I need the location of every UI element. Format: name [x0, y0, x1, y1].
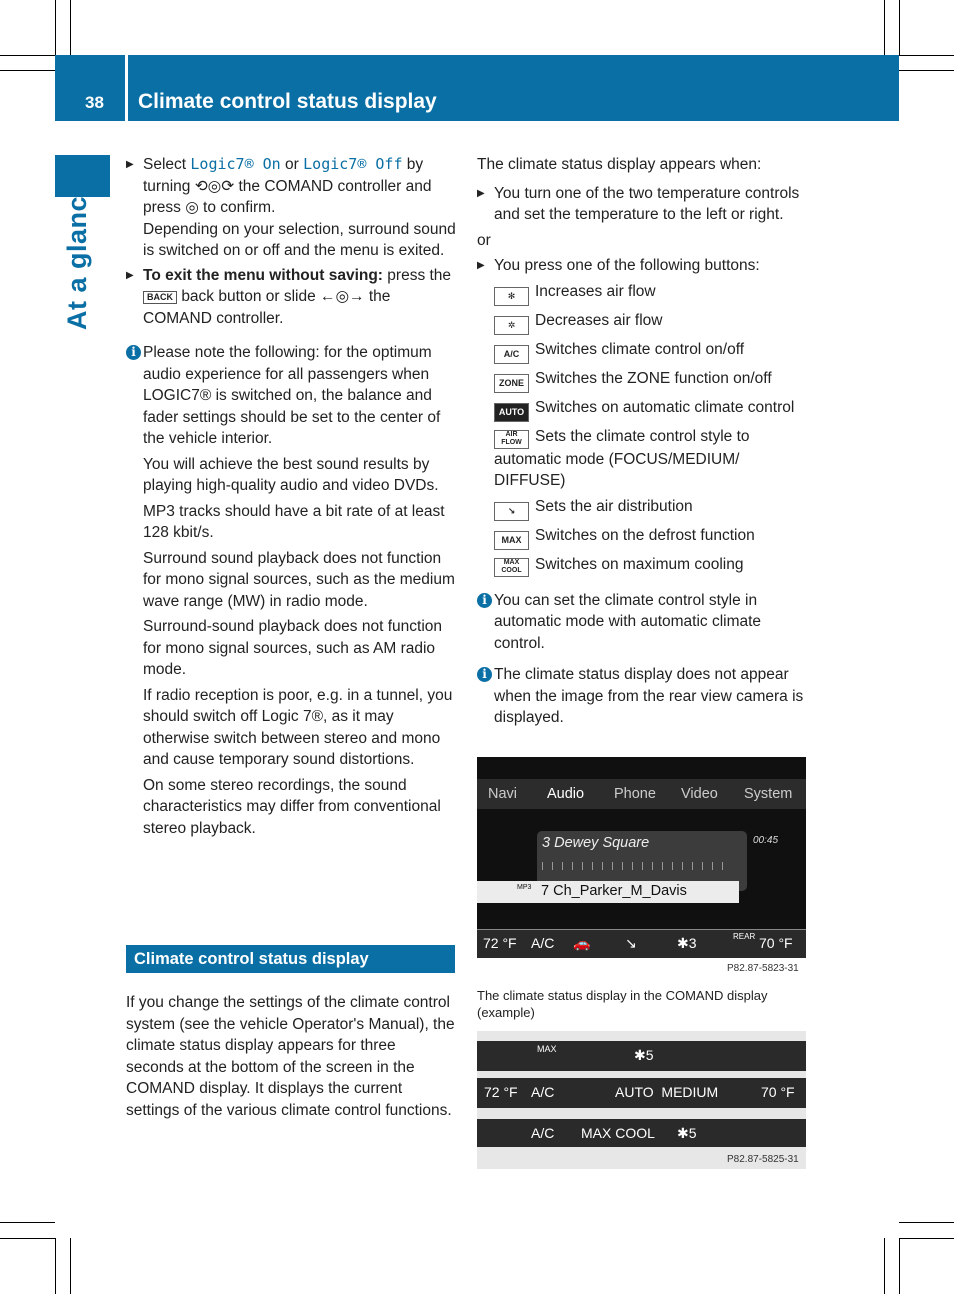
ac-icon: A/C — [494, 345, 529, 364]
menu-bar — [477, 779, 806, 809]
right-temperature: 70 °F — [761, 1084, 795, 1100]
ac-status: A/C — [531, 935, 555, 951]
button-description: Sets the air distribution — [535, 497, 693, 515]
info-icon: i — [126, 345, 141, 360]
button-description: Decreases air flow — [535, 311, 663, 329]
ac-status: A/C — [531, 1084, 555, 1100]
zone-icon: ZONE — [494, 374, 529, 393]
button-description: Switches on automatic climate control — [535, 398, 795, 416]
figure-caption: The climate status display in the COMAND display (example) — [477, 988, 768, 1020]
fan-level: ✱5 — [634, 1047, 654, 1063]
button-description: Switches on maximum cooling — [535, 555, 744, 573]
step-select — [126, 154, 456, 219]
crop-mark — [55, 0, 56, 55]
button-description: Switches climate control on/off — [535, 340, 745, 358]
step-text: or — [285, 156, 299, 173]
climate-example-row — [477, 1041, 806, 1071]
info-note — [477, 664, 809, 729]
button-description: Increases air flow — [535, 282, 656, 300]
climate-status-bar — [477, 929, 806, 958]
step-text: back button or slide ←◎→ the COMAND controller. — [143, 288, 391, 327]
figure-code: P82.87-5825-31 — [727, 1154, 799, 1165]
back-key-icon: BACK — [143, 291, 177, 304]
crop-mark — [899, 55, 954, 56]
left-column — [126, 154, 456, 839]
page-number: 38 — [85, 93, 104, 112]
exit-label: To exit the menu without saving: — [143, 266, 383, 284]
max-cool-icon: MAX COOL — [494, 558, 529, 577]
tab-navi: Navi — [488, 786, 518, 802]
tab-phone: Phone — [614, 786, 656, 802]
left-temperature: 72 °F — [484, 1084, 518, 1100]
side-tab-label: At a glance — [62, 180, 92, 330]
note-paragraph: MP3 tracks should have a bit rate of at least 128 kbit/s. — [143, 502, 445, 541]
step-result: Depending on your selection, surround sound is switched on or off and the menu is exited. — [143, 220, 456, 259]
track-row — [477, 881, 739, 903]
button-row — [494, 496, 809, 521]
info-icon: i — [477, 667, 492, 682]
body-paragraph: If you change the settings of the climate control system (see the vehicle Operator's Manual), the climate status display appears for three seconds at the bottom of the screen in the COMAND display. It displays the current settings of the various climate control functions. — [126, 994, 455, 1119]
crop-mark — [55, 1238, 56, 1294]
figure-code: P82.87-5823-31 — [727, 963, 799, 974]
air-distribution-icon: ↘ — [494, 502, 529, 521]
step-text: by — [406, 156, 424, 173]
tab-audio: Audio — [547, 786, 585, 802]
tab-system: System — [744, 786, 793, 802]
mp3-icon: MP3 — [517, 884, 532, 891]
rear-defrost-label: REAR — [733, 932, 756, 941]
note-paragraph: Surround-sound playback does not function for mono signal sources, such as AM radio mode. — [143, 618, 443, 678]
defrost-icon: MAX — [494, 531, 529, 550]
climate-mode: AUTO MEDIUM — [615, 1084, 719, 1100]
step-text: Select — [143, 156, 187, 173]
max-cool-status: MAX COOL — [581, 1125, 655, 1141]
note-paragraph: You can set the climate control style in automatic mode with automatic climate control. — [494, 591, 762, 652]
left-temperature: 72 °F — [483, 935, 517, 951]
step-text: press ◎ to confirm. — [143, 199, 276, 216]
airflow-icon: AIR FLOW — [494, 430, 529, 449]
or-text: or — [477, 231, 491, 249]
air-distribution-icon: ↘ — [625, 935, 637, 951]
fan-level: ✱3 — [677, 935, 697, 951]
button-row — [494, 397, 809, 422]
fan-increase-icon: ✻ — [494, 287, 529, 306]
header-divider — [125, 55, 128, 121]
section-body — [126, 992, 456, 1121]
button-row — [494, 310, 809, 335]
right-temperature: 70 °F — [759, 935, 793, 951]
fan-level: ✱5 — [677, 1125, 697, 1141]
crop-mark — [899, 1238, 900, 1294]
info-note — [126, 342, 456, 839]
step-exit — [126, 265, 456, 330]
comand-display-screenshot — [477, 757, 806, 957]
button-row — [494, 368, 809, 393]
page-title: Climate control status display — [138, 90, 437, 113]
note-paragraph: Please note the following: for the optimum audio experience for all passengers when LOGIC7® is switched on, the balance and fader settings should be set to the center of the vehicle interior. — [143, 344, 441, 447]
defrost-max-icon: MAX — [537, 1044, 557, 1054]
note-paragraph: You will achieve the best sound results by playing high-quality audio and video DVDs. — [143, 455, 439, 494]
info-note — [477, 590, 809, 655]
crop-mark — [70, 0, 71, 55]
info-icon: i — [477, 593, 492, 608]
crop-mark — [899, 1238, 954, 1239]
option-logic7-on: Logic7® On — [190, 155, 281, 173]
button-row — [494, 339, 809, 364]
button-list — [477, 281, 809, 577]
button-row — [494, 426, 809, 492]
track-name: 7 Ch_Parker_M_Davis — [541, 883, 687, 899]
note-paragraph: If radio reception is poor, e.g. in a tunnel, you should switch off Logic 7®, as it may otherwise switch between stereo and mono and cause temporary sound distortions. — [143, 686, 453, 768]
button-row — [494, 554, 809, 577]
button-description: Switches on the defrost function — [535, 526, 755, 544]
progress-ticks — [542, 862, 732, 870]
note-paragraph: Surround sound playback does not function for mono signal sources, such as the medium wave range (MW) in radio mode. — [143, 549, 455, 610]
crop-mark — [884, 1238, 885, 1294]
crop-mark — [0, 1222, 55, 1223]
crop-mark — [884, 0, 885, 55]
note-paragraph: The climate status display does not appear when the image from the rear view camera is displayed. — [494, 666, 804, 726]
car-icon: 🚗 — [573, 935, 591, 951]
crop-mark — [0, 1238, 55, 1239]
crop-mark — [70, 1238, 71, 1294]
condition-temperature: ▶ You turn one of the two temperature controls and set the temperature to the left or right. — [477, 183, 809, 226]
button-description: Sets the climate control style to automatic mode (FOCUS/MEDIUM/ DIFFUSE) — [494, 427, 750, 489]
page-header — [55, 55, 899, 121]
fan-decrease-icon: ✲ — [494, 316, 529, 335]
step-text: turning ⟲◎⟳ the COMAND controller and — [143, 177, 432, 195]
button-row — [494, 525, 809, 550]
crop-mark — [0, 55, 55, 56]
crop-mark — [899, 70, 954, 71]
intro-text: The climate status display appears when: — [477, 156, 762, 173]
auto-icon: AUTO — [494, 403, 529, 422]
right-column — [477, 154, 809, 729]
option-logic7-off: Logic7® Off — [303, 155, 403, 173]
button-row — [494, 281, 809, 306]
crop-mark — [0, 70, 55, 71]
climate-example-row — [477, 1119, 806, 1147]
crop-mark — [899, 0, 900, 55]
note-paragraph: On some stereo recordings, the sound characteristics may differ from conventional stereo playback. — [143, 776, 441, 837]
ac-status: A/C — [531, 1125, 555, 1141]
condition-buttons: ▶ You press one of the following buttons: — [477, 255, 809, 277]
crop-mark — [899, 1222, 954, 1223]
climate-example-row — [477, 1078, 806, 1108]
track-time: 00:45 — [753, 835, 779, 846]
button-description: Switches the ZONE function on/off — [535, 369, 772, 387]
section-heading: Climate control status display — [126, 945, 455, 973]
tab-video: Video — [681, 786, 718, 802]
step-text: press the — [387, 266, 452, 284]
track-title: 3 Dewey Square — [542, 835, 650, 851]
climate-bar-examples — [477, 1031, 806, 1169]
